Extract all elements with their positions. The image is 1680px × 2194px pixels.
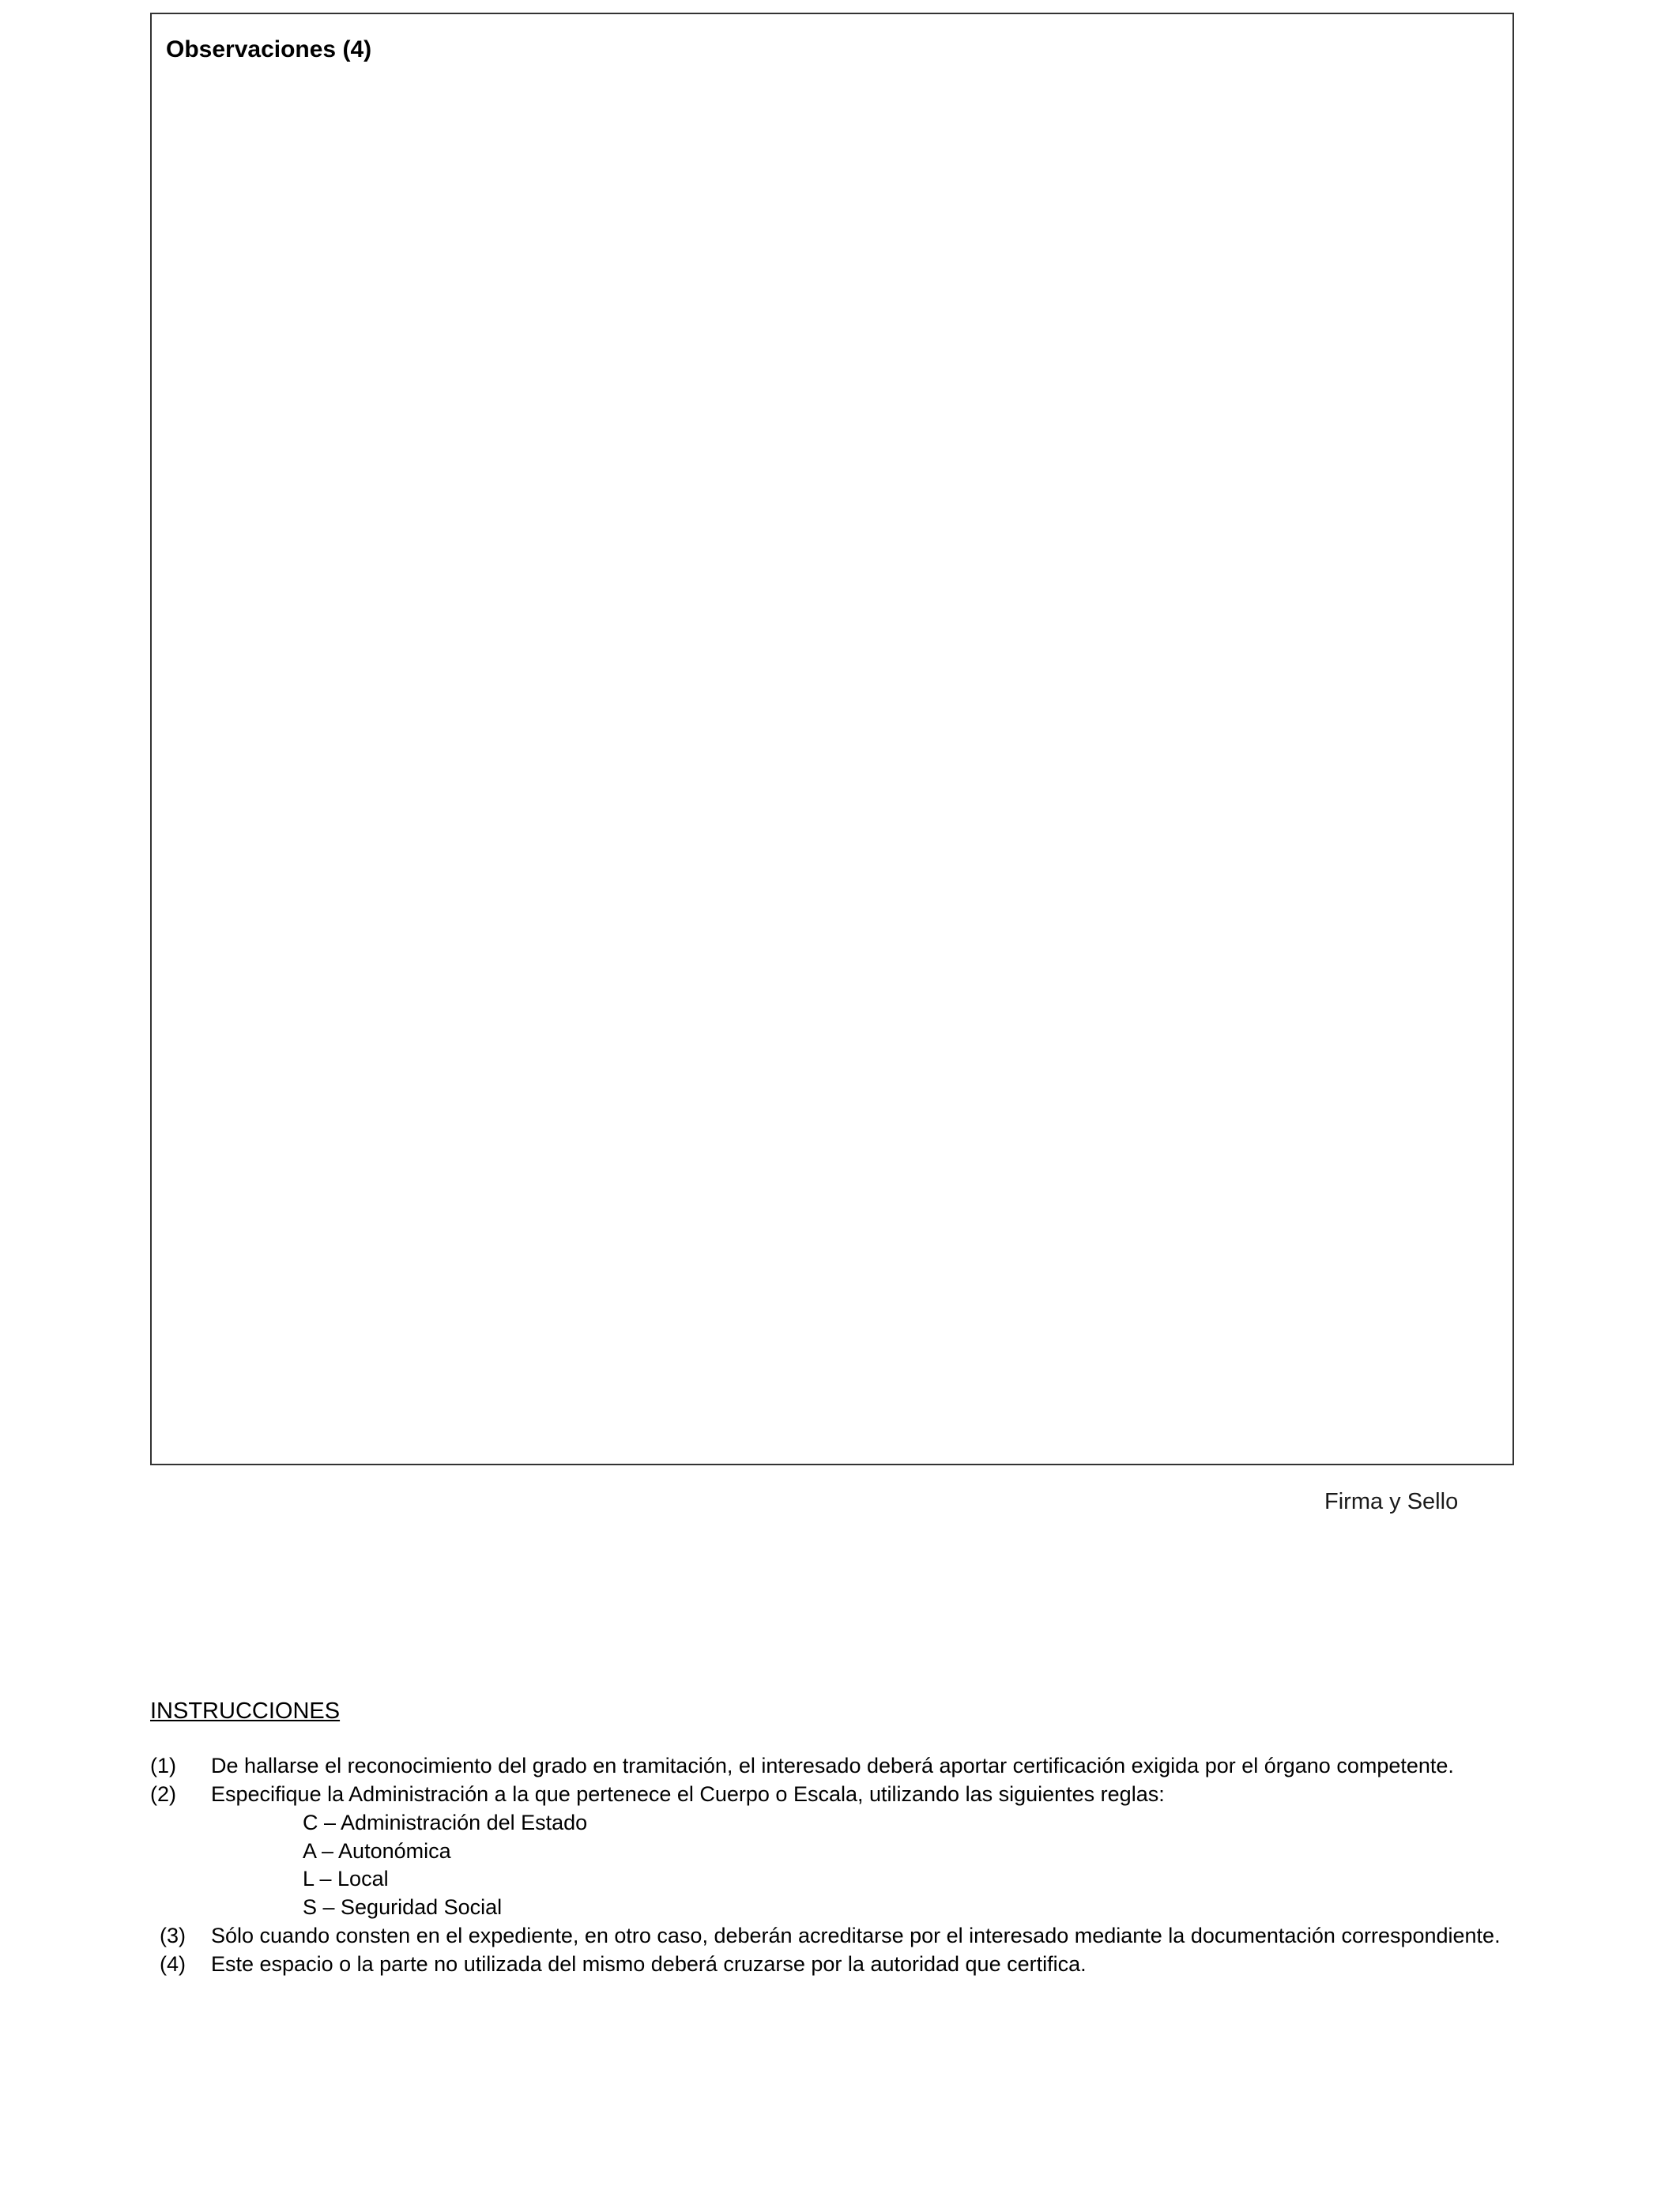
- instruction-text: De hallarse el reconocimiento del grado en tramitación, el interesado deberá aportar certificación exigida por el órgano competente.: [211, 1754, 1454, 1777]
- instruction-text: Especifique la Administración a la que pertenece el Cuerpo o Escala, utilizando las siguientes reglas:: [211, 1782, 1165, 1806]
- instruction-number: (2): [150, 1782, 176, 1806]
- instruction-text: Este espacio o la parte no utilizada del mismo deberá cruzarse por la autoridad que certifica.: [211, 1952, 1087, 1976]
- instrucciones-heading: INSTRUCCIONES: [150, 1698, 341, 1724]
- rule-autonomica: A – Autonómica: [303, 1839, 451, 1863]
- instruction-number: (4): [160, 1952, 186, 1976]
- observaciones-title: Observaciones (4): [166, 36, 372, 62]
- rule-estado: C – Administración del Estado: [303, 1811, 588, 1834]
- firma-sello-label: Firma y Sello: [1324, 1489, 1459, 1514]
- rule-local: L – Local: [303, 1867, 389, 1891]
- instruction-number: (1): [150, 1754, 176, 1777]
- rule-seguridad-social: S – Seguridad Social: [303, 1895, 503, 1919]
- observaciones-box: [150, 13, 1514, 1465]
- instruction-number: (3): [160, 1924, 186, 1947]
- instruction-text: Sólo cuando consten en el expediente, en otro caso, deberán acreditarse por el interesado mediante la documentación correspondiente.: [211, 1924, 1501, 1947]
